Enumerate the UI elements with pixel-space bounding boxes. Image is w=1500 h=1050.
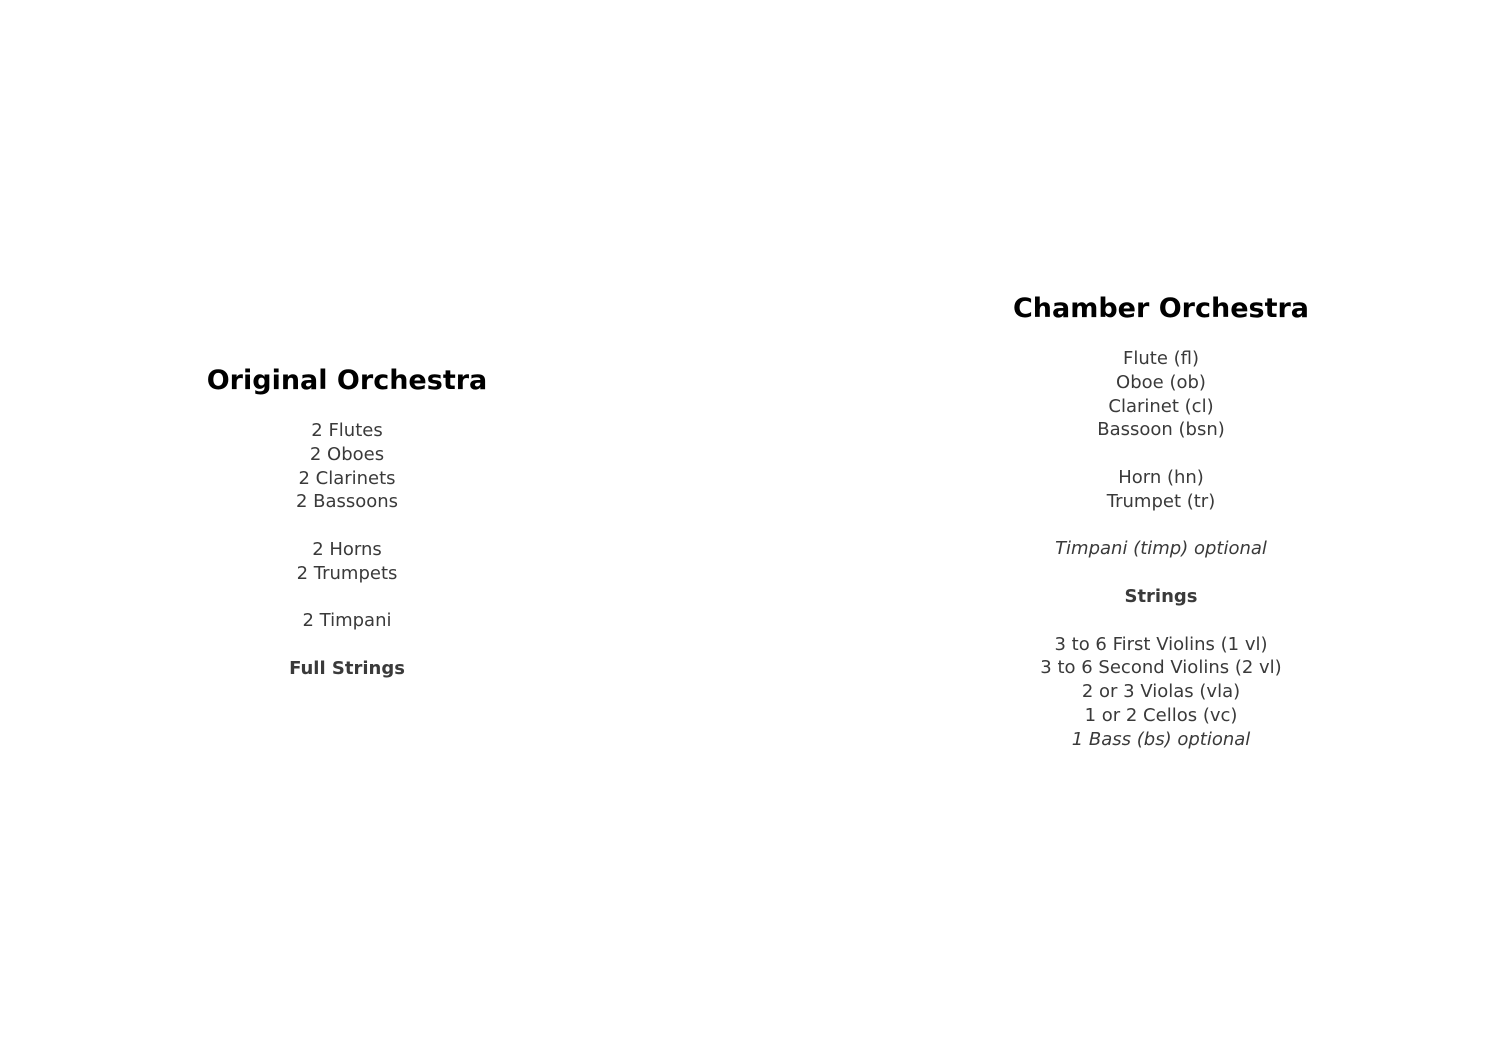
instrument-line: 2 Timpani	[302, 610, 392, 632]
spacer	[951, 561, 1371, 585]
instrument-line: 2 Clarinets	[298, 467, 396, 489]
instrument-line: 2 Horns	[312, 538, 382, 560]
instrument-line: 3 to 6 First Violins (1 vl)	[1054, 633, 1268, 655]
chamber-orchestra-column	[951, 291, 1371, 752]
instrument-line: Clarinet (cl)	[1108, 395, 1214, 417]
spacer	[137, 633, 557, 657]
spacer	[137, 514, 557, 538]
strings-heading: Strings	[1124, 585, 1198, 607]
instrument-line: 2 or 3 Violas (vla)	[1081, 681, 1241, 703]
chamber-orchestra-title: Chamber Orchestra	[1012, 293, 1310, 324]
strings-label: Full Strings	[289, 657, 405, 679]
instrument-line: Bassoon (bsn)	[1097, 419, 1225, 441]
instrument-line: 2 Flutes	[311, 420, 383, 441]
optional-instrument-line: 1 Bass (bs) optional	[1071, 728, 1251, 750]
instrument-line: 2 Oboes	[309, 443, 385, 465]
spacer	[951, 514, 1371, 538]
instrument-line: Oboe (ob)	[1116, 371, 1206, 393]
instrument-line: 2 Bassoons	[295, 491, 399, 513]
spacer	[951, 442, 1371, 466]
original-orchestra-title: Original Orchestra	[206, 365, 488, 396]
instrument-line: 3 to 6 Second Violins (2 vl)	[1040, 657, 1282, 679]
instrument-line: 1 or 2 Cellos (vc)	[1084, 704, 1238, 726]
instrument-line: Trumpet (tr)	[1106, 490, 1216, 512]
optional-instrument-line: Timpani (timp) optional	[1055, 538, 1267, 560]
instrument-line: Flute (fl)	[1123, 348, 1199, 369]
spacer	[137, 586, 557, 610]
instrument-line: Horn (hn)	[1118, 466, 1204, 488]
instrument-line: 2 Trumpets	[296, 562, 398, 584]
original-orchestra-column	[137, 363, 557, 681]
spacer	[951, 609, 1371, 633]
